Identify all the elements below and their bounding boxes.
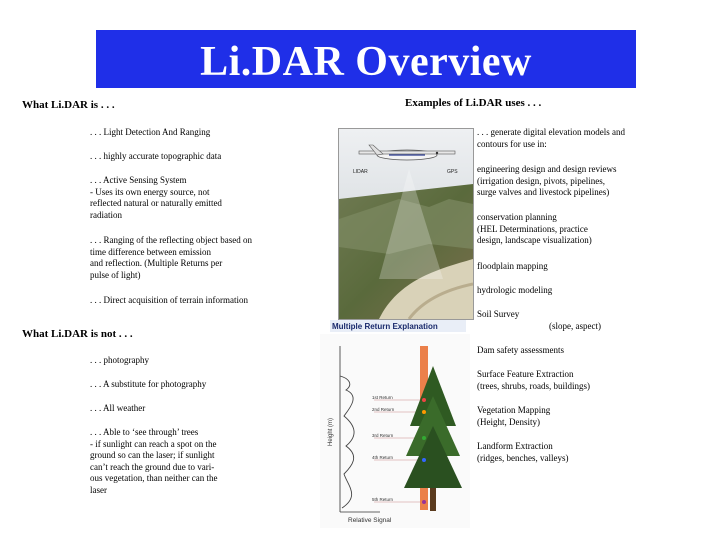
not-item-2: . . . A substitute for photography bbox=[90, 379, 207, 389]
multiple-return-diagram bbox=[320, 316, 470, 528]
plane-label-gps: GPS bbox=[447, 169, 458, 175]
not-item-4: . . . Able to ‘see through’ trees - if sunlight can reach a spot on the ground so can the laser; if sunlight can’t reach the ground due to vari- ous vegetation, than neither can the laser bbox=[90, 427, 218, 495]
is-item-2: . . . highly accurate topographic data bbox=[90, 151, 222, 161]
is-item-5: . . . Direct acquisition of terrain information bbox=[90, 295, 248, 305]
return-label-5: 5th Return bbox=[372, 497, 394, 502]
not-item-3: . . . All weather bbox=[90, 403, 146, 413]
return-dot-3 bbox=[422, 436, 426, 440]
plane-label-lidar: LIDAR bbox=[353, 169, 368, 175]
return-label-2: 2nd Return bbox=[372, 407, 395, 412]
return-dot-4 bbox=[422, 458, 426, 462]
lidar-plane-illustration bbox=[338, 128, 474, 320]
use-item-11: Landform Extraction (ridges, benches, valleys) bbox=[477, 441, 569, 463]
what-lidar-is-heading: What Li.DAR is . . . bbox=[22, 99, 115, 111]
return-dot-1 bbox=[422, 398, 426, 402]
use-item-8: Dam safety assessments bbox=[477, 345, 564, 355]
return-label-4: 4th Return bbox=[372, 455, 394, 460]
return-label-1: 1st Return bbox=[372, 395, 393, 400]
examples-heading: Examples of Li.DAR uses . . . bbox=[405, 97, 542, 109]
return-dot-5 bbox=[422, 500, 426, 504]
slide-title: Li.DAR Overview bbox=[200, 39, 532, 85]
return-label-3: 3rd Return bbox=[372, 433, 394, 438]
y-axis-label: Height (m) bbox=[328, 417, 334, 446]
return-dot-2 bbox=[422, 410, 426, 414]
is-item-3: . . . Active Sensing System - Uses its own energy source, not reflected natural or naturally emitted radiation bbox=[90, 175, 222, 220]
diagram-title: Multiple Return Explanation bbox=[332, 322, 438, 331]
use-item-6: Soil Survey bbox=[477, 309, 520, 319]
use-item-2: engineering design and design reviews (irrigation design, pivots, pipelines, surge valves and livestock pipelines) bbox=[477, 164, 617, 197]
use-item-7: (slope, aspect) bbox=[549, 321, 601, 331]
use-item-4: floodplain mapping bbox=[477, 261, 548, 271]
not-item-1: . . . photography bbox=[90, 355, 149, 365]
is-item-1: . . . Light Detection And Ranging bbox=[90, 127, 211, 137]
plane-terrain-svg bbox=[339, 129, 473, 319]
use-item-9: Surface Feature Extraction (trees, shrubs, roads, buildings) bbox=[477, 369, 590, 391]
use-item-3: conservation planning (HEL Determinations, practice design, landscape visualization) bbox=[477, 212, 592, 245]
x-axis-label: Relative Signal bbox=[348, 517, 392, 524]
what-lidar-is-not-heading: What Li.DAR is not . . . bbox=[22, 328, 133, 340]
is-item-4: . . . Ranging of the reflecting object based on time difference between emission and reflection. (Multiple Returns per pulse of light) bbox=[90, 235, 252, 280]
use-item-5: hydrologic modeling bbox=[477, 285, 553, 295]
title-banner bbox=[96, 30, 636, 88]
use-item-1: . . . generate digital elevation models and contours for use in: bbox=[477, 127, 625, 149]
use-item-10: Vegetation Mapping (Height, Density) bbox=[477, 405, 551, 427]
diagram-svg bbox=[320, 316, 470, 528]
